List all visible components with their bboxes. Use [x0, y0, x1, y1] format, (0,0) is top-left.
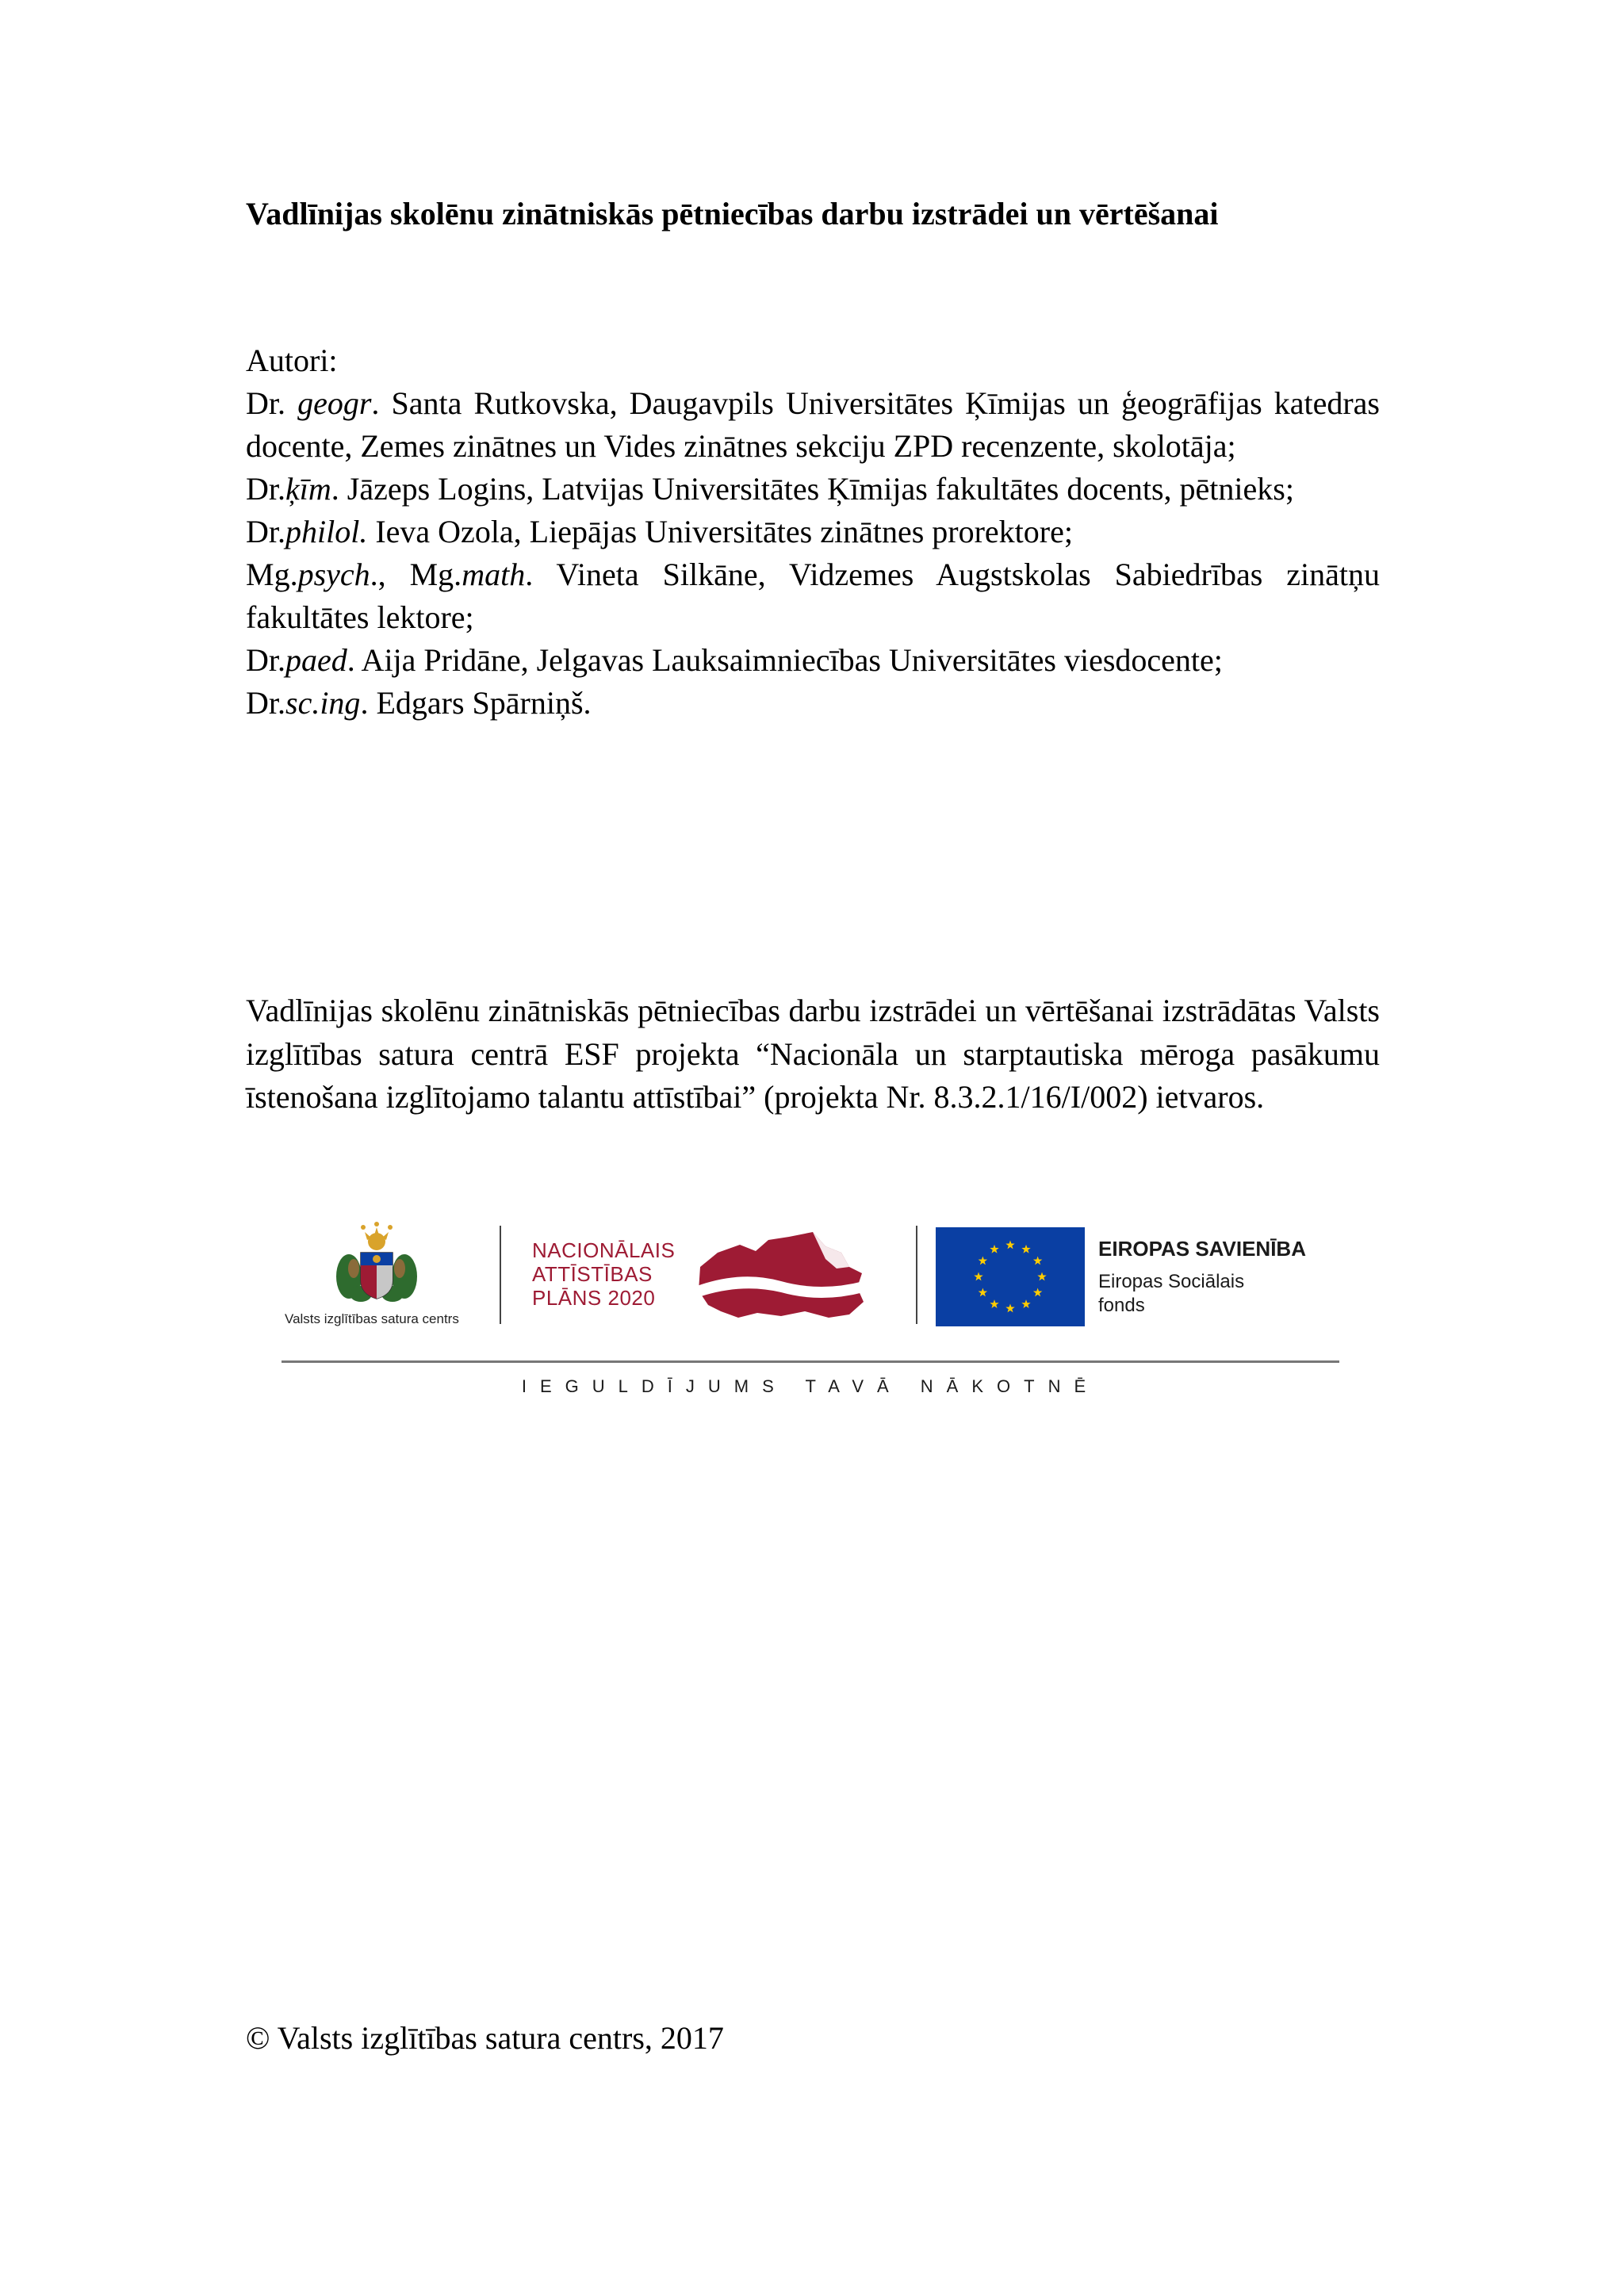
author-line: docente, Zemes zinātnes un Vides zinātnes sekciju ZPD recenzente, skolotāja;: [246, 428, 1236, 464]
nap-line: PLĀNS 2020: [532, 1286, 656, 1310]
author-prefix: Dr.: [246, 685, 285, 721]
author-degree: geogr: [297, 385, 372, 421]
author-degree: ķīm: [285, 471, 331, 507]
author-degree: math: [462, 557, 526, 592]
eu-fund-line: Eiropas Sociālais: [1098, 1271, 1245, 1292]
author-degree: philol.: [285, 514, 368, 549]
author-prefix: Dr.: [246, 471, 285, 507]
author-text: . Santa Rutkovska, Daugavpils Universitātes Ķīmijas un ģeogrāfijas katedras: [371, 385, 1380, 421]
author-degree: sc.ing: [285, 685, 361, 721]
project-statement: Vadlīnijas skolēnu zinātniskās pētniecības darbu izstrādei un vērtēšanai izstrādātas Valsts izglītības satura centrā ESF projekta “Nacionāla un starptautiska mēroga pasākumu īstenošana izglītojamo talantu attīstībai” (projekta Nr. 8.3.2.1/16/I/002) ietvaros.: [246, 993, 1380, 1115]
author-line: fakultātes lektore;: [246, 599, 474, 635]
author-text: . Edgars Spārniņš.: [360, 685, 592, 721]
author-text: Ieva Ozola, Liepājas Universitātes zinātnes prorektore;: [367, 514, 1073, 549]
logo-underline: [282, 1360, 1339, 1363]
author-line: [246, 682, 1380, 725]
author-text: . Vineta Silkāne, Vidzemes Augstskolas Sabiedrības zinātņu: [525, 557, 1380, 592]
author-prefix: Mg.: [246, 557, 298, 592]
copyright: © Valsts izglītības satura centrs, 2017: [246, 2020, 724, 2056]
author-line: [246, 382, 1380, 425]
nap-line: ATTĪSTĪBAS: [532, 1262, 653, 1286]
author-degree: psych: [297, 557, 370, 592]
author-prefix: Dr.: [246, 385, 298, 421]
document-title: Vadlīnijas skolēnu zinātniskās pētniecības darbu izstrādei un vērtēšanai: [246, 196, 1219, 232]
slogan: IEGULDĪJUMS TAVĀ NĀKOTNĒ: [521, 1376, 1100, 1396]
eu-flag-icon: [936, 1227, 1085, 1326]
author-degree: paed: [285, 642, 347, 678]
author-prefix: Dr.: [246, 642, 285, 678]
author-line: [246, 639, 1380, 682]
vis-logo: [282, 1221, 480, 1332]
funding-logos: [282, 1221, 1344, 1411]
author-text: . Aija Pridāne, Jelgavas Lauksaimniecības Universitātes viesdocente;: [347, 642, 1223, 678]
eu-fund-name: [1098, 1270, 1304, 1318]
author-line: [246, 511, 1380, 553]
nap-line: NACIONĀLAIS: [532, 1238, 676, 1262]
logo-divider: [916, 1226, 917, 1324]
eu-title: EIROPAS SAVIENĪBA: [1098, 1237, 1306, 1261]
eu-fund-line: fonds: [1098, 1295, 1145, 1316]
author-line: [246, 468, 1380, 511]
latvia-map-icon: [694, 1229, 868, 1324]
vis-caption: Valsts izglītības satura centrs: [285, 1311, 459, 1326]
author-line: [246, 553, 1380, 596]
logo-divider: [500, 1226, 501, 1324]
author-text: . Jāzeps Logins, Latvijas Universitātes Ķīmijas fakultātes docents, pētnieks;: [331, 471, 1294, 507]
author-prefix: ., Mg.: [370, 557, 462, 592]
authors-heading: Autori:: [246, 342, 338, 378]
coat-of-arms-icon: [325, 1221, 428, 1308]
authors-block: [246, 339, 1380, 725]
nap-logo-text: [532, 1238, 675, 1310]
author-prefix: Dr.: [246, 514, 285, 549]
